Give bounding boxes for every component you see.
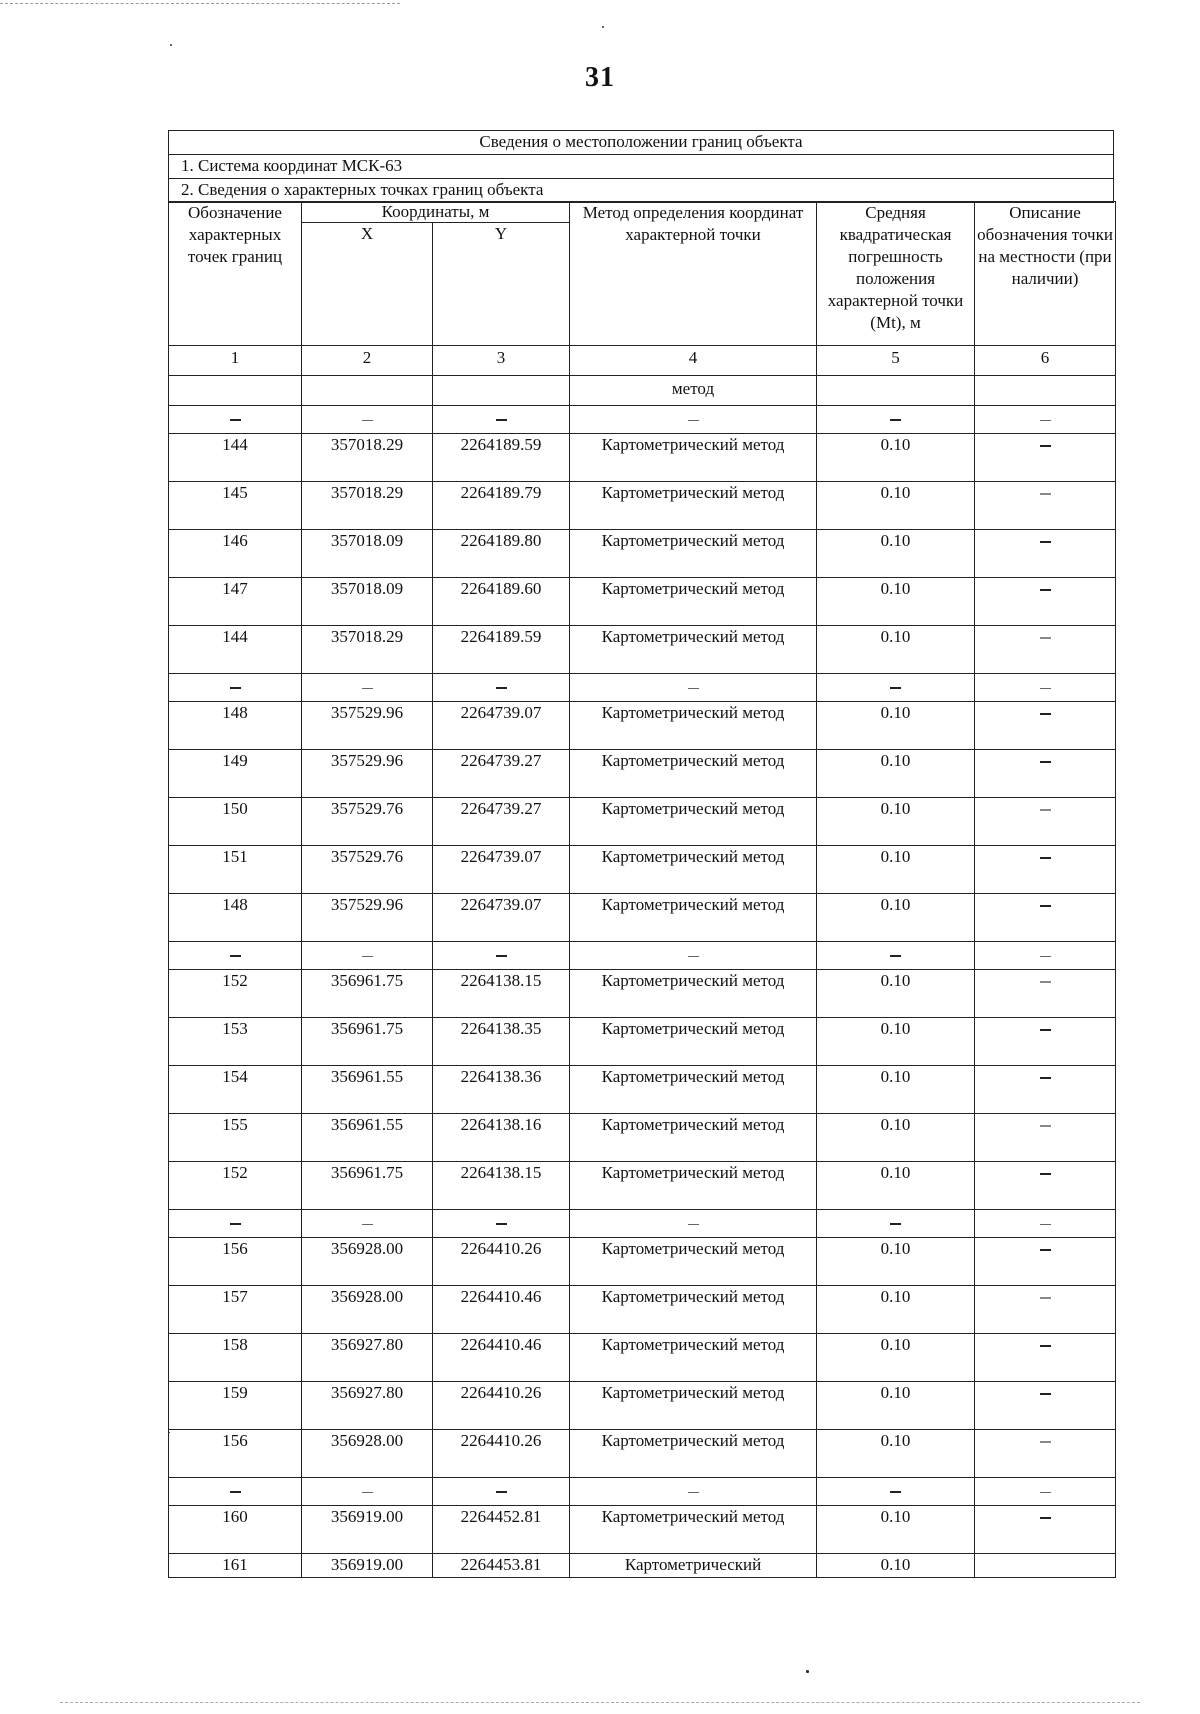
- dash-mark: [1040, 1077, 1051, 1079]
- y-coordinate-cell: 2264410.26: [433, 1430, 570, 1478]
- dash-mark: [1040, 809, 1051, 811]
- y-coordinate-cell: 2264138.15: [433, 970, 570, 1018]
- dash-mark: [496, 687, 507, 689]
- dash-mark: [688, 688, 699, 689]
- y-coordinate-cell: 2264452.81: [433, 1506, 570, 1554]
- separator-cell: [817, 1478, 975, 1506]
- description-cell: [975, 1018, 1116, 1066]
- method-cell: Картометрический метод: [570, 1066, 817, 1114]
- separator-cell: [169, 942, 302, 970]
- separator-row: [169, 406, 1116, 434]
- dash-mark: [362, 956, 373, 957]
- x-coordinate-cell: 356961.75: [302, 1018, 433, 1066]
- dash-mark: [1040, 493, 1051, 495]
- table-row: [169, 1018, 1116, 1066]
- point-number-cell: 148: [169, 702, 302, 750]
- accuracy-cell: 0.10: [817, 846, 975, 894]
- description-cell: [975, 1162, 1116, 1210]
- dash-mark: [688, 1224, 699, 1225]
- dash-mark: [1040, 1517, 1051, 1519]
- description-cell: [975, 894, 1116, 942]
- dash-mark: [1040, 956, 1051, 957]
- description-cell: [975, 1554, 1116, 1578]
- accuracy-cell: 0.10: [817, 1554, 975, 1578]
- y-coordinate-cell: 2264189.59: [433, 626, 570, 674]
- table-row: [169, 846, 1116, 894]
- point-number-cell: 147: [169, 578, 302, 626]
- method-cell: Картометрический метод: [570, 1430, 817, 1478]
- point-number-cell: 161: [169, 1554, 302, 1578]
- accuracy-cell: 0.10: [817, 578, 975, 626]
- accuracy-cell: 0.10: [817, 1506, 975, 1554]
- accuracy-cell: 0.10: [817, 970, 975, 1018]
- separator-cell: [975, 1210, 1116, 1238]
- separator-cell: [817, 942, 975, 970]
- description-cell: [975, 626, 1116, 674]
- separator-cell: [169, 1210, 302, 1238]
- section-header: [168, 130, 1114, 203]
- table-row: [169, 1430, 1116, 1478]
- x-coordinate-cell: 356961.75: [302, 1162, 433, 1210]
- table-row: [169, 482, 1116, 530]
- point-number-cell: 150: [169, 798, 302, 846]
- separator-cell: [302, 1478, 433, 1506]
- accuracy-cell: 0.10: [817, 1066, 975, 1114]
- dash-mark: [1040, 857, 1051, 859]
- point-number-cell: 158: [169, 1334, 302, 1382]
- y-coordinate-cell: 2264138.15: [433, 1162, 570, 1210]
- dash-mark: [496, 1223, 507, 1225]
- scan-edge-line: [0, 3, 400, 4]
- y-coordinate-cell: 2264138.35: [433, 1018, 570, 1066]
- method-cell: Картометрический метод: [570, 626, 817, 674]
- table-row: [169, 434, 1116, 482]
- dash-mark: [890, 1223, 901, 1225]
- header-accuracy: Средняя квадратическая погрешность положения характерной точки (Mt), м: [817, 202, 975, 346]
- dash-mark: [688, 1492, 699, 1493]
- table-row: [169, 1382, 1116, 1430]
- page-number: 31: [585, 62, 615, 93]
- table-row: [169, 1114, 1116, 1162]
- point-number-cell: 144: [169, 434, 302, 482]
- separator-cell: [570, 406, 817, 434]
- x-coordinate-cell: 357018.29: [302, 434, 433, 482]
- description-cell: [975, 970, 1116, 1018]
- accuracy-cell: 0.10: [817, 1334, 975, 1382]
- point-number-cell: 151: [169, 846, 302, 894]
- dash-mark: [1040, 1173, 1051, 1175]
- y-coordinate-cell: 2264739.07: [433, 894, 570, 942]
- x-coordinate-cell: 356919.00: [302, 1506, 433, 1554]
- method-cell: Картометрический метод: [570, 798, 817, 846]
- boundary-points-table: [168, 201, 1116, 1578]
- x-coordinate-cell: 356928.00: [302, 1430, 433, 1478]
- y-coordinate-cell: 2264739.07: [433, 846, 570, 894]
- accuracy-cell: 0.10: [817, 1382, 975, 1430]
- point-number-cell: 156: [169, 1238, 302, 1286]
- dash-mark: [230, 687, 241, 689]
- separator-cell: [302, 674, 433, 702]
- point-number-cell: 154: [169, 1066, 302, 1114]
- method-cell: Картометрический метод: [570, 1506, 817, 1554]
- point-number-cell: 156: [169, 1430, 302, 1478]
- description-cell: [975, 482, 1116, 530]
- y-coordinate-cell: 2264189.80: [433, 530, 570, 578]
- description-cell: [975, 1506, 1116, 1554]
- point-number-cell: 149: [169, 750, 302, 798]
- method-cell: Картометрический метод: [570, 846, 817, 894]
- table-row: [169, 1066, 1116, 1114]
- column-number: 6: [975, 346, 1116, 376]
- description-cell: [975, 1238, 1116, 1286]
- separator-cell: [433, 674, 570, 702]
- description-cell: [975, 434, 1116, 482]
- accuracy-cell: 0.10: [817, 702, 975, 750]
- dash-mark: [496, 1491, 507, 1493]
- separator-cell: [975, 406, 1116, 434]
- dash-mark: [496, 955, 507, 957]
- point-number-cell: 159: [169, 1382, 302, 1430]
- description-cell: [975, 1334, 1116, 1382]
- x-coordinate-cell: 357529.76: [302, 846, 433, 894]
- dash-mark: [890, 687, 901, 689]
- table-row: [169, 626, 1116, 674]
- dash-mark: [1040, 1029, 1051, 1031]
- y-coordinate-cell: 2264739.27: [433, 750, 570, 798]
- dash-mark: [688, 420, 699, 421]
- dash-mark: [1040, 420, 1051, 421]
- table-row: [169, 1238, 1116, 1286]
- x-coordinate-cell: 356928.00: [302, 1286, 433, 1334]
- separator-cell: [570, 674, 817, 702]
- method-cell: Картометрический метод: [570, 894, 817, 942]
- dash-mark: [230, 1223, 241, 1225]
- separator-cell: [169, 406, 302, 434]
- accuracy-cell: 0.10: [817, 1430, 975, 1478]
- dash-mark: [230, 955, 241, 957]
- header-coordinates: Координаты, м: [302, 202, 570, 223]
- dash-mark: [890, 1491, 901, 1493]
- column-number: 3: [433, 346, 570, 376]
- description-cell: [975, 1286, 1116, 1334]
- method-cell: Картометрический метод: [570, 1238, 817, 1286]
- table-header-row: [169, 202, 1116, 223]
- separator-cell: [302, 942, 433, 970]
- header-description: Описание обозначения точки на местности (при наличии): [975, 202, 1116, 346]
- description-cell: [975, 530, 1116, 578]
- x-coordinate-cell: 356927.80: [302, 1334, 433, 1382]
- x-coordinate-cell: 356928.00: [302, 1238, 433, 1286]
- y-coordinate-cell: 2264410.26: [433, 1238, 570, 1286]
- table-row: [169, 702, 1116, 750]
- method-cell: Картометрический метод: [570, 1018, 817, 1066]
- header-point-designation: Обозначение характерных точек границ: [169, 202, 302, 346]
- y-coordinate-cell: 2264410.46: [433, 1286, 570, 1334]
- continued-row: [169, 376, 1116, 406]
- table-row: [169, 1334, 1116, 1382]
- point-number-cell: 160: [169, 1506, 302, 1554]
- table-row: [169, 1554, 1116, 1578]
- accuracy-cell: 0.10: [817, 798, 975, 846]
- x-coordinate-cell: 356961.75: [302, 970, 433, 1018]
- accuracy-cell: 0.10: [817, 1114, 975, 1162]
- accuracy-cell: 0.10: [817, 1238, 975, 1286]
- point-number-cell: 155: [169, 1114, 302, 1162]
- x-coordinate-cell: 356927.80: [302, 1382, 433, 1430]
- separator-cell: [817, 406, 975, 434]
- dash-mark: [1040, 1249, 1051, 1251]
- separator-cell: [302, 1210, 433, 1238]
- method-cell: Картометрический метод: [570, 1334, 817, 1382]
- coordinate-system-line: 1. Система координат МСК-63: [169, 155, 1113, 179]
- point-number-cell: 157: [169, 1286, 302, 1334]
- x-coordinate-cell: 356961.55: [302, 1066, 433, 1114]
- dash-mark: [1040, 1345, 1051, 1347]
- table-row: [169, 750, 1116, 798]
- table-row: [169, 798, 1116, 846]
- method-cell: Картометрический метод: [570, 482, 817, 530]
- x-coordinate-cell: 357018.09: [302, 530, 433, 578]
- separator-cell: [817, 674, 975, 702]
- separator-cell: [433, 406, 570, 434]
- dash-mark: [362, 688, 373, 689]
- y-coordinate-cell: 2264189.59: [433, 434, 570, 482]
- scan-speck: [168, 1432, 170, 1433]
- header-method: Метод определения координат характерной точки: [570, 202, 817, 346]
- table-row: [169, 970, 1116, 1018]
- dash-mark: [1040, 541, 1051, 543]
- point-number-cell: 146: [169, 530, 302, 578]
- separator-cell: [817, 1210, 975, 1238]
- accuracy-cell: 0.10: [817, 1286, 975, 1334]
- description-cell: [975, 702, 1116, 750]
- x-coordinate-cell: 357529.96: [302, 894, 433, 942]
- dash-mark: [230, 1491, 241, 1493]
- dash-mark: [496, 419, 507, 421]
- y-coordinate-cell: 2264138.36: [433, 1066, 570, 1114]
- y-coordinate-cell: 2264453.81: [433, 1554, 570, 1578]
- accuracy-cell: 0.10: [817, 434, 975, 482]
- method-cell: Картометрический метод: [570, 434, 817, 482]
- description-cell: [975, 1430, 1116, 1478]
- separator-row: [169, 1478, 1116, 1506]
- separator-cell: [169, 1478, 302, 1506]
- separator-cell: [975, 1478, 1116, 1506]
- separator-row: [169, 674, 1116, 702]
- y-coordinate-cell: 2264189.79: [433, 482, 570, 530]
- separator-cell: [975, 942, 1116, 970]
- dash-mark: [1040, 1125, 1051, 1127]
- accuracy-cell: 0.10: [817, 482, 975, 530]
- accuracy-cell: 0.10: [817, 626, 975, 674]
- table-row: [169, 578, 1116, 626]
- dash-mark: [1040, 713, 1051, 715]
- method-cell: Картометрический метод: [570, 702, 817, 750]
- separator-row: [169, 1210, 1116, 1238]
- dash-mark: [1040, 1297, 1051, 1299]
- method-cell: Картометрический метод: [570, 1114, 817, 1162]
- description-cell: [975, 1114, 1116, 1162]
- description-cell: [975, 798, 1116, 846]
- separator-cell: [570, 1210, 817, 1238]
- x-coordinate-cell: 356961.55: [302, 1114, 433, 1162]
- separator-cell: [433, 1478, 570, 1506]
- table-row: [169, 530, 1116, 578]
- method-cell: Картометрический метод: [570, 530, 817, 578]
- column-number: 1: [169, 346, 302, 376]
- scan-speck: [602, 26, 604, 28]
- method-cell: Картометрический метод: [570, 578, 817, 626]
- method-cell: Картометрический метод: [570, 1162, 817, 1210]
- separator-cell: [975, 674, 1116, 702]
- table-row: [169, 1506, 1116, 1554]
- description-cell: [975, 578, 1116, 626]
- dash-mark: [1040, 761, 1051, 763]
- point-number-cell: 148: [169, 894, 302, 942]
- column-number-row: [169, 346, 1116, 376]
- column-number: 4: [570, 346, 817, 376]
- separator-cell: [570, 942, 817, 970]
- description-cell: [975, 1382, 1116, 1430]
- points-subtitle-line: 2. Сведения о характерных точках границ объекта: [169, 179, 1113, 203]
- dash-mark: [1040, 688, 1051, 689]
- table-row: [169, 1162, 1116, 1210]
- table-row: [169, 894, 1116, 942]
- column-number: 2: [302, 346, 433, 376]
- accuracy-cell: 0.10: [817, 750, 975, 798]
- x-coordinate-cell: 357529.76: [302, 798, 433, 846]
- separator-cell: [570, 1478, 817, 1506]
- accuracy-cell: 0.10: [817, 530, 975, 578]
- dash-mark: [1040, 1441, 1051, 1443]
- dash-mark: [1040, 1492, 1051, 1493]
- dash-mark: [1040, 589, 1051, 591]
- y-coordinate-cell: 2264739.27: [433, 798, 570, 846]
- accuracy-cell: 0.10: [817, 894, 975, 942]
- x-coordinate-cell: 357018.09: [302, 578, 433, 626]
- x-coordinate-cell: 357018.29: [302, 626, 433, 674]
- separator-cell: [169, 674, 302, 702]
- accuracy-cell: 0.10: [817, 1018, 975, 1066]
- y-coordinate-cell: 2264410.46: [433, 1334, 570, 1382]
- x-coordinate-cell: 357018.29: [302, 482, 433, 530]
- section-title: Сведения о местоположении границ объекта: [169, 131, 1113, 155]
- dash-mark: [362, 1492, 373, 1493]
- point-number-cell: 144: [169, 626, 302, 674]
- separator-cell: [433, 942, 570, 970]
- separator-row: [169, 942, 1116, 970]
- separator-cell: [302, 406, 433, 434]
- method-cell: Картометрический: [570, 1554, 817, 1578]
- x-coordinate-cell: 356919.00: [302, 1554, 433, 1578]
- dash-mark: [1040, 637, 1051, 639]
- dash-mark: [1040, 445, 1051, 447]
- point-number-cell: 152: [169, 1162, 302, 1210]
- description-cell: [975, 1066, 1116, 1114]
- dash-mark: [230, 419, 241, 421]
- scan-edge-line: [60, 1702, 1140, 1703]
- scan-speck: [170, 44, 172, 46]
- header-x: X: [302, 223, 433, 346]
- x-coordinate-cell: 357529.96: [302, 750, 433, 798]
- x-coordinate-cell: 357529.96: [302, 702, 433, 750]
- table-row: [169, 1286, 1116, 1334]
- dash-mark: [1040, 905, 1051, 907]
- accuracy-cell: 0.10: [817, 1162, 975, 1210]
- method-cell: Картометрический метод: [570, 1382, 817, 1430]
- dash-mark: [362, 1224, 373, 1225]
- dash-mark: [890, 419, 901, 421]
- point-number-cell: 153: [169, 1018, 302, 1066]
- description-cell: [975, 846, 1116, 894]
- dash-mark: [890, 955, 901, 957]
- method-cell: Картометрический метод: [570, 750, 817, 798]
- method-cell: Картометрический метод: [570, 1286, 817, 1334]
- continued-method-cell: метод: [570, 376, 817, 406]
- dash-mark: [688, 956, 699, 957]
- column-number: 5: [817, 346, 975, 376]
- dash-mark: [1040, 1224, 1051, 1225]
- separator-cell: [433, 1210, 570, 1238]
- description-cell: [975, 750, 1116, 798]
- y-coordinate-cell: 2264739.07: [433, 702, 570, 750]
- point-number-cell: 152: [169, 970, 302, 1018]
- dash-mark: [1040, 981, 1051, 983]
- dash-mark: [362, 420, 373, 421]
- point-number-cell: 145: [169, 482, 302, 530]
- scan-speck: [806, 1670, 809, 1673]
- y-coordinate-cell: 2264138.16: [433, 1114, 570, 1162]
- method-cell: Картометрический метод: [570, 970, 817, 1018]
- y-coordinate-cell: 2264189.60: [433, 578, 570, 626]
- dash-mark: [1040, 1393, 1051, 1395]
- header-y: Y: [433, 223, 570, 346]
- y-coordinate-cell: 2264410.26: [433, 1382, 570, 1430]
